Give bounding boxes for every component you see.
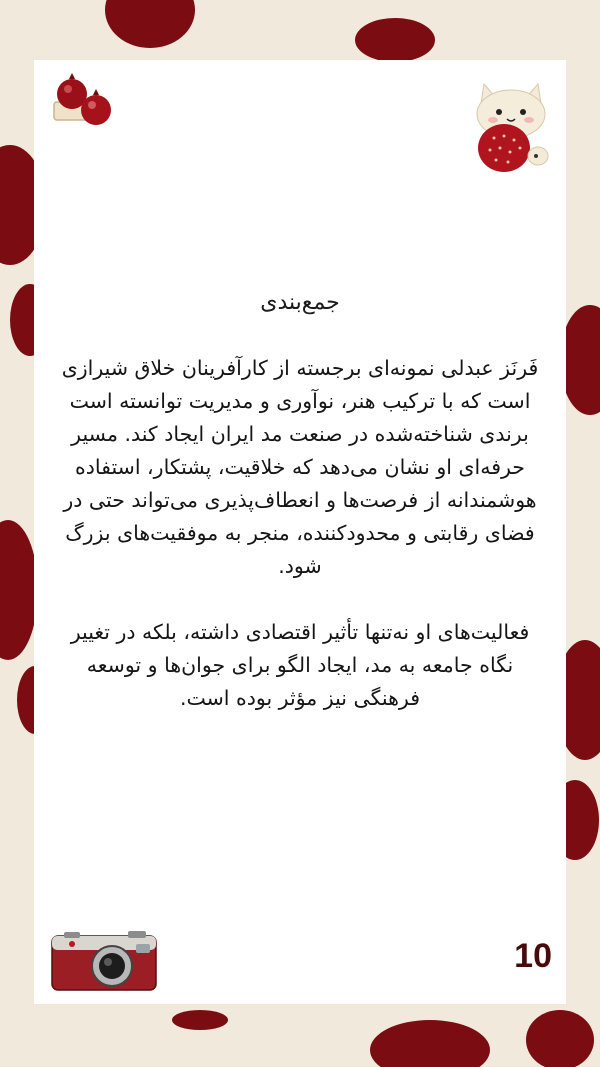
paragraph-2: فعالیت‌های او نه‌تنها تأثیر اقتصادی داشته، بلکه در تغییر نگاه جامعه به مد، ایجاد الگو برای جوان‌ها و توسعه فرهنگی نیز مؤثر بوده است. — [70, 620, 530, 710]
body-text — [56, 352, 544, 748]
pomegranate-icon — [50, 68, 114, 130]
cat-strawberry-icon — [466, 76, 556, 176]
page-title: جمع‌بندی — [260, 290, 340, 315]
paragraph-1: فَرنَز عبدلی نمونه‌ای برجسته از کارآفرینان خلاق شیرازی است که با ترکیب هنر، نوآوری و مدیریت توانسته است برندی شناخته‌شده در صنعت مد ایران ایجاد کند. مسیر حرفه‌ای او نشان می‌دهد که خلاقیت، پشتکار، استفاده هوشمندانه از فرصت‌ها و انعطاف‌پذیری می‌تواند حتی در فضای رقابتی و محدودکننده، منجر به موفقیت‌های بزرگ شود. — [61, 356, 539, 578]
camera-icon — [50, 930, 158, 994]
content-card — [34, 60, 566, 1004]
page-number: 10 — [514, 937, 552, 975]
